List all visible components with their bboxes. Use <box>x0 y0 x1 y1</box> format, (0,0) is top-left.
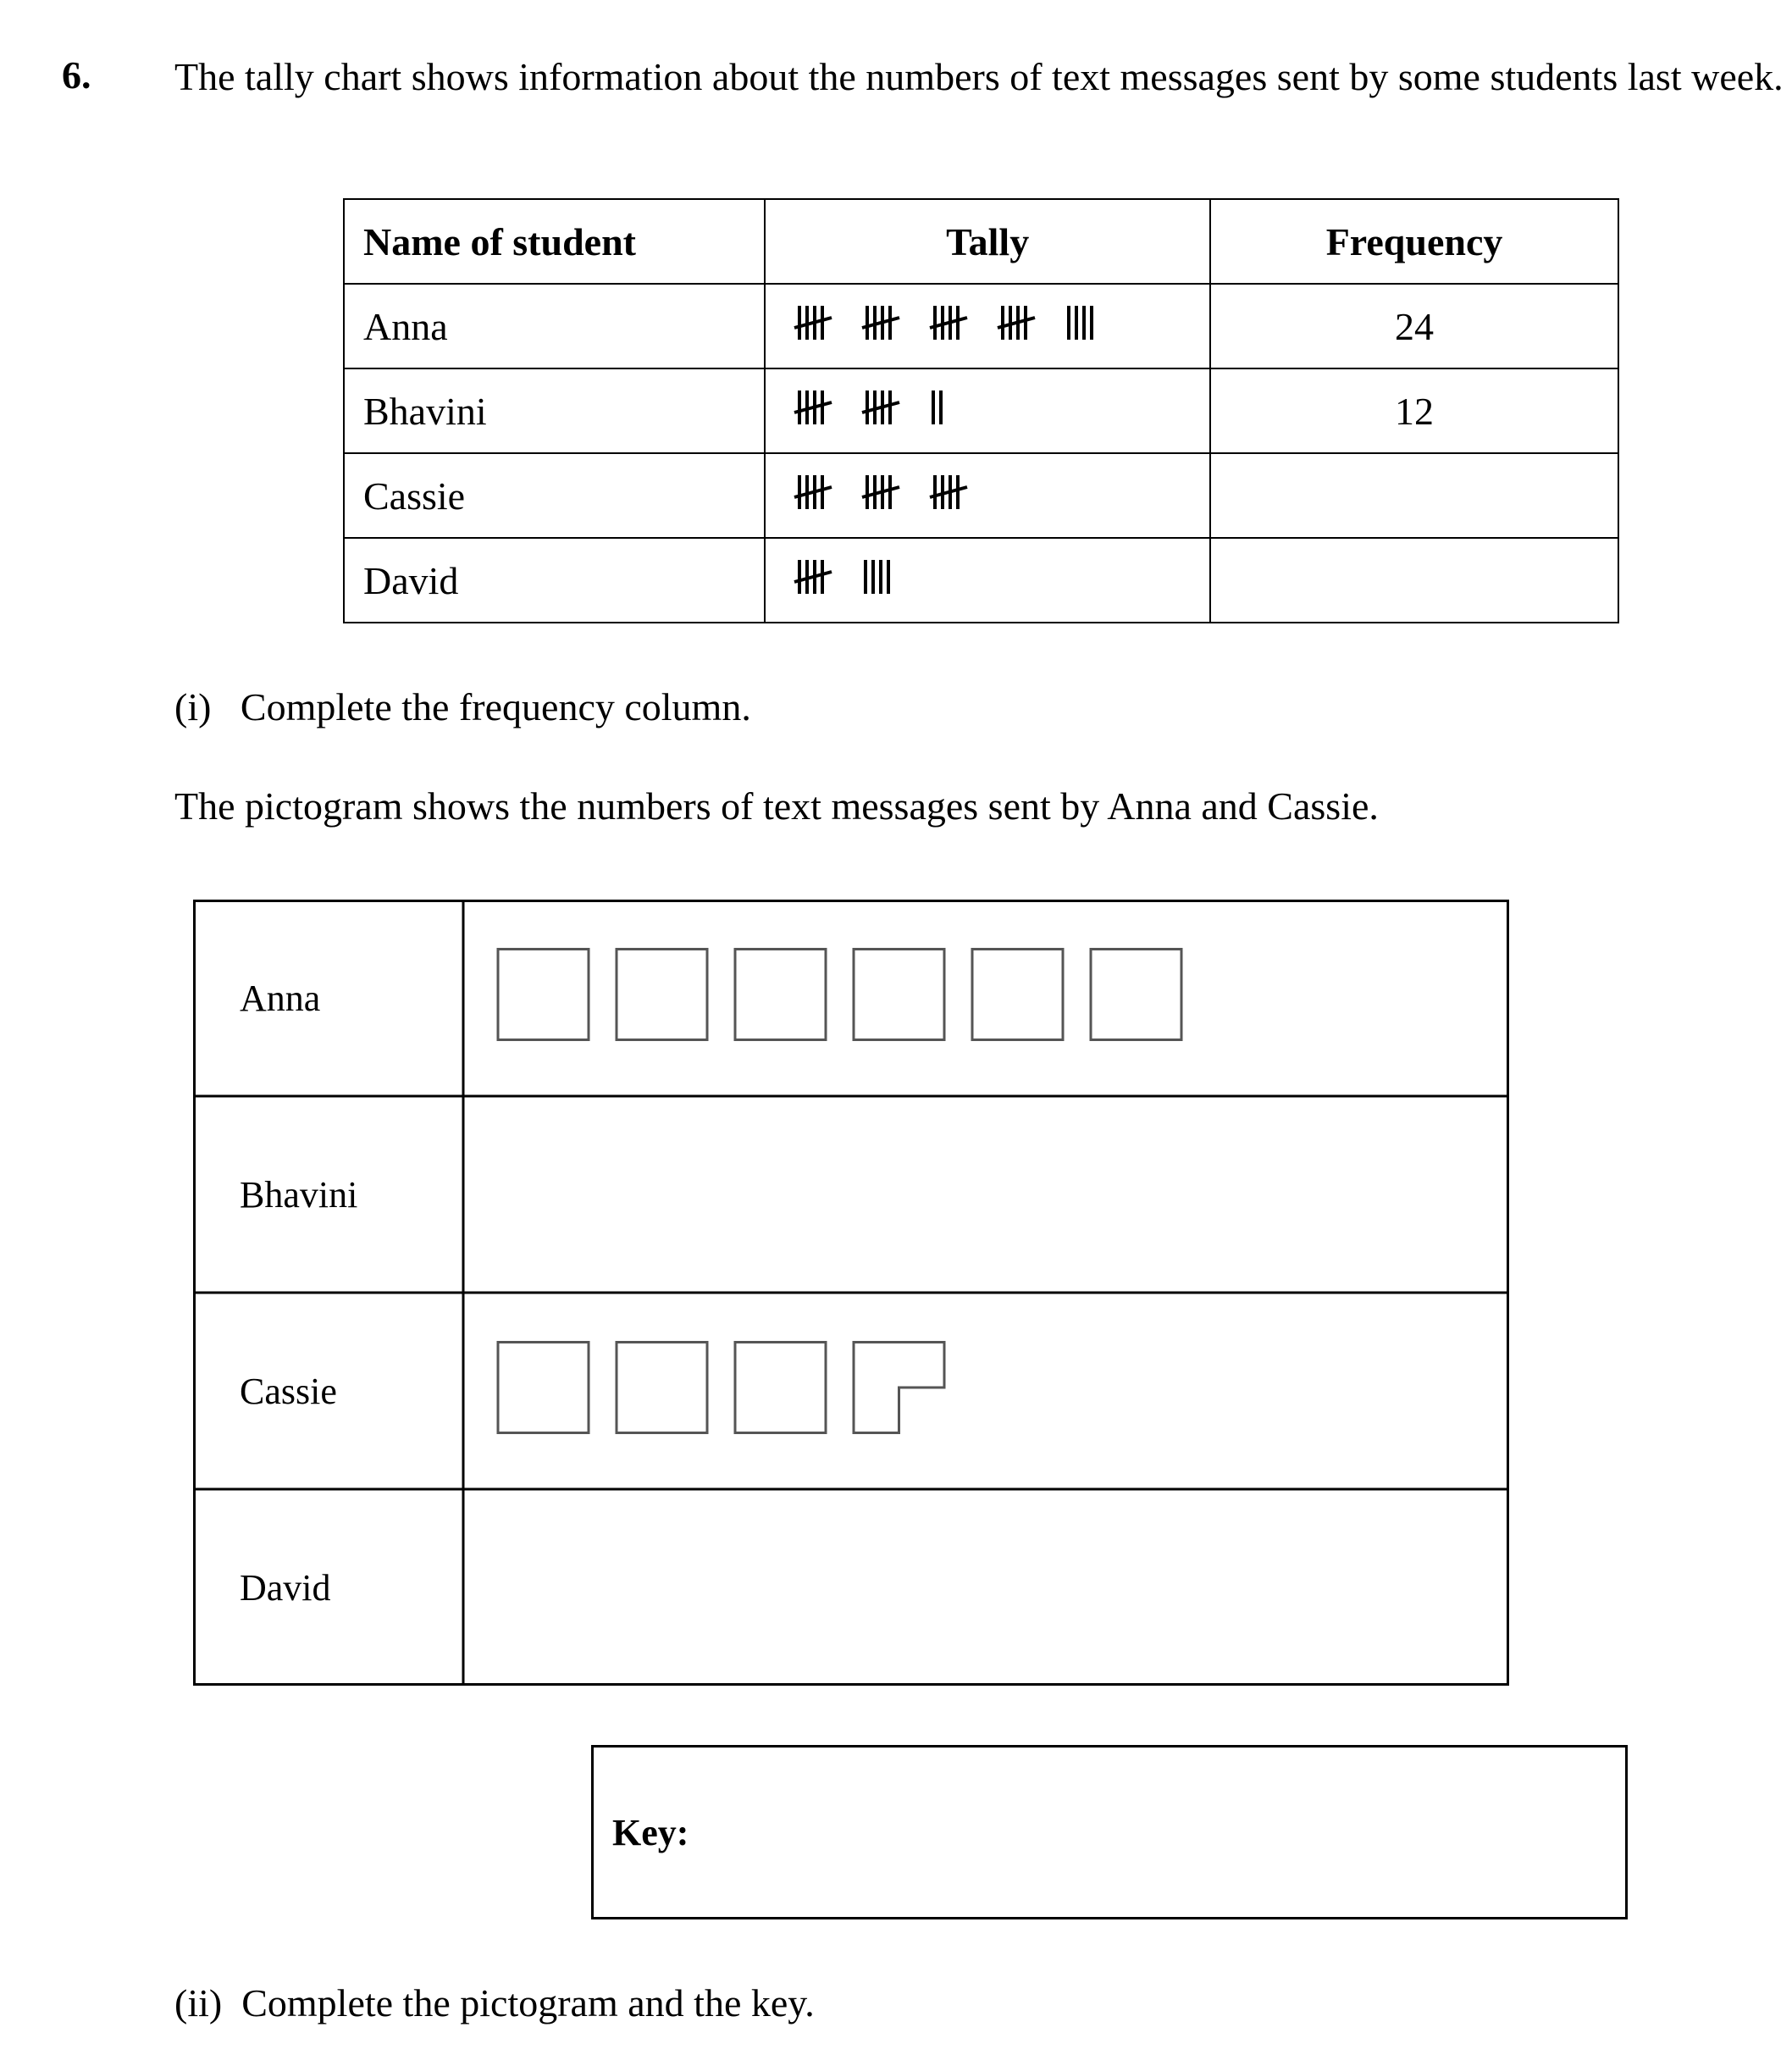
pictogram-row-cassie <box>193 1293 1509 1489</box>
tally-marks <box>765 453 1210 538</box>
tally-marks <box>765 284 1210 368</box>
part-ii-instruction: (ii) Complete the pictogram and the key. <box>174 1981 815 2025</box>
pictogram-label: Cassie <box>240 1370 337 1412</box>
student-name: Cassie <box>344 453 765 538</box>
tally-row-bhavini <box>344 368 1618 453</box>
pictogram-label: David <box>240 1566 331 1609</box>
pictogram-label: Anna <box>240 977 321 1019</box>
frequency-cell: 12 <box>1210 368 1618 453</box>
tally-marks-graphic <box>793 555 899 607</box>
question-number: 6. <box>62 53 91 97</box>
tally-marks <box>765 538 1210 623</box>
header-frequency: Frequency <box>1210 199 1618 284</box>
pictogram-label: Bhavini <box>240 1173 358 1216</box>
tally-row-cassie <box>344 453 1618 538</box>
tally-marks-graphic <box>793 301 1103 352</box>
tally-table <box>343 198 1619 623</box>
student-name: Bhavini <box>344 368 765 453</box>
header-name-of-student: Name of student <box>344 199 765 284</box>
pictogram-intro: The pictogram shows the numbers of text messages sent by Anna and Cassie. <box>174 784 1379 828</box>
frequency-answer-cell[interactable] <box>1210 538 1618 623</box>
pictogram-row-bhavini[interactable] <box>193 1096 1509 1293</box>
header-tally: Tally <box>765 199 1210 284</box>
frequency-answer-cell[interactable] <box>1210 453 1618 538</box>
tally-marks-graphic <box>793 470 1004 522</box>
student-name: David <box>344 538 765 623</box>
question-intro: The tally chart shows information about the numbers of text messages sent by some students last week. <box>174 55 1784 98</box>
part-i-instruction: (i) Complete the frequency column. <box>174 685 751 728</box>
key-label: Key: <box>612 1811 689 1853</box>
pictogram-row-david[interactable] <box>193 1489 1509 1686</box>
tally-marks-graphic <box>793 385 952 437</box>
student-name: Anna <box>344 284 765 368</box>
tally-header-row <box>344 199 1618 284</box>
pictogram <box>193 900 1509 1686</box>
pictogram-row-anna <box>193 900 1509 1096</box>
tally-marks <box>765 368 1210 453</box>
key-box[interactable] <box>591 1745 1628 1919</box>
tally-row-david <box>344 538 1618 623</box>
frequency-cell: 24 <box>1210 284 1618 368</box>
tally-row-anna <box>344 284 1618 368</box>
